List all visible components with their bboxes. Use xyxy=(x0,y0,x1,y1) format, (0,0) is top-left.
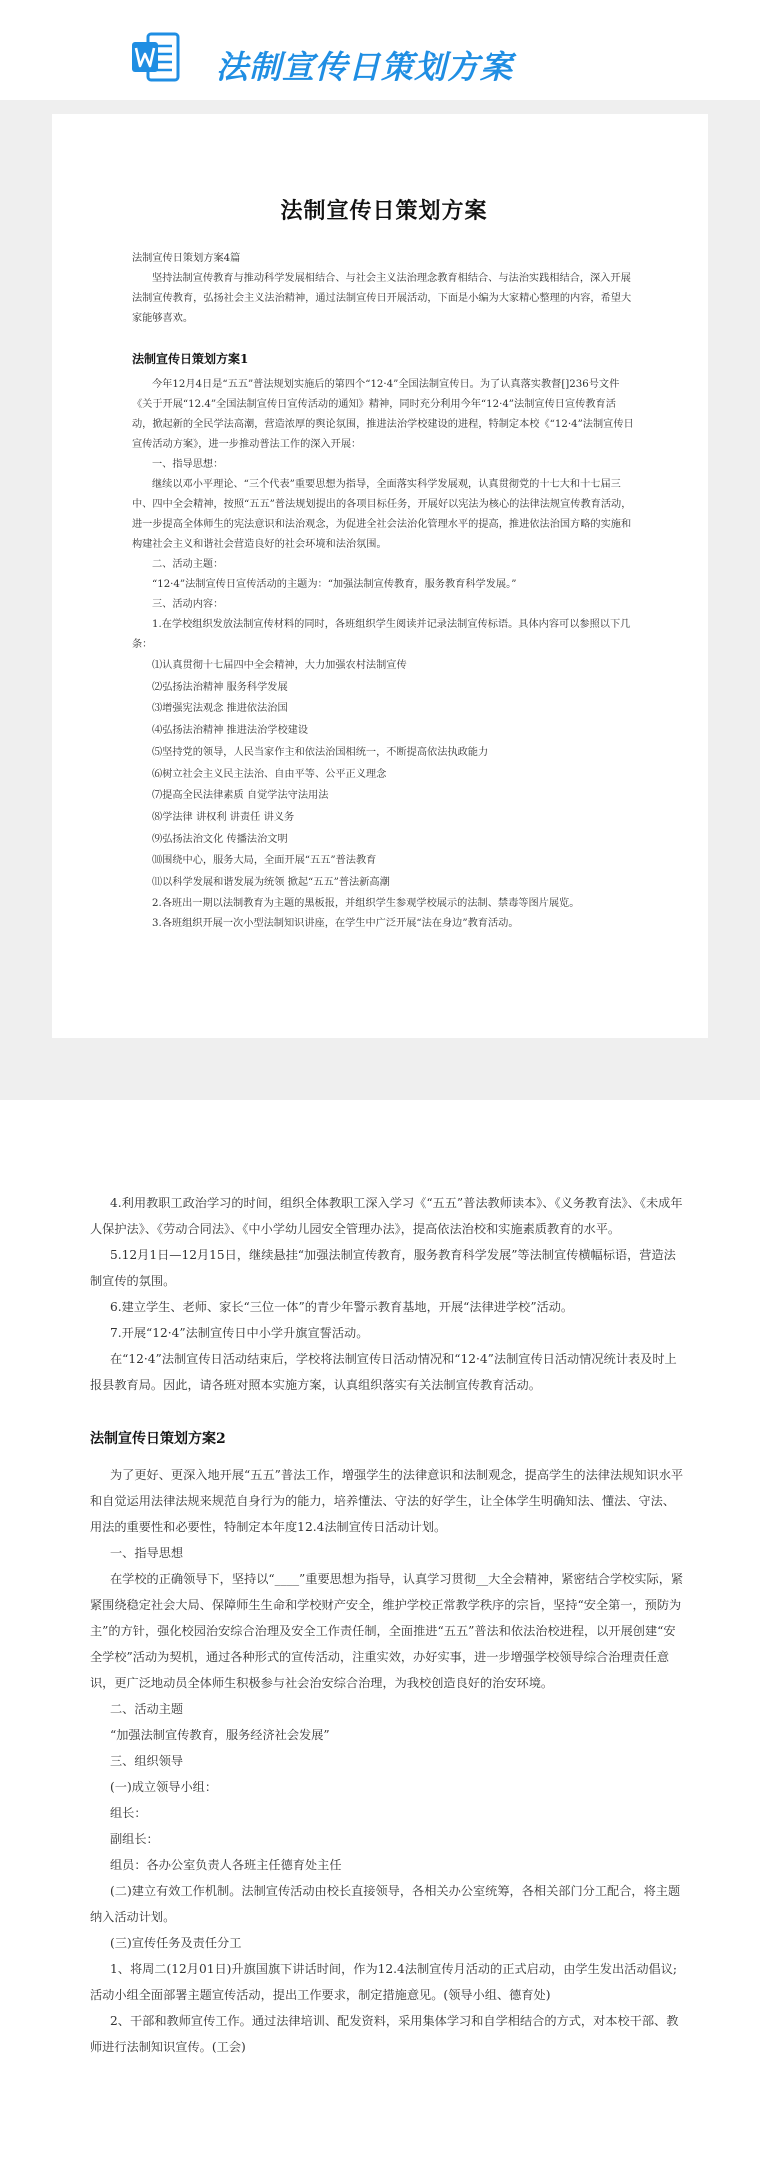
document-title: 法制宣传日策划方案 xyxy=(280,198,488,224)
paragraph: (二)建立有效工作机制。法制宣传活动由校长直接领导，各相关办公室统筹，各相关部门分工配合，将主题纳入活动计划。 xyxy=(90,1884,681,1924)
paragraph: 在学校的正确领导下，坚持以“____”重要思想为指导，认真学习贯彻__大全会精神，紧密结合学校实际，紧紧围绕稳定社会大局、保障师生生命和学校财产安全，维护学校正常教学秩序的宗旨，坚持“安全第一，预防为主”的方针，强化校园治安综合治理及安全工作责任制，全面推进“五五”普法和依法治校进程，以开展创建“安全学校”活动为契机，通过各种形式的宣传活动，注重实效，办好实事，进一步增强学校领导综合治理责任意识，更广泛地动员全体师生积极参与社会治安综合治理，为我校创造良好的治安环境。 xyxy=(90,1572,684,1690)
paragraph: ⑴认真贯彻十七届四中全会精神，大力加强农村法制宣传 xyxy=(152,660,407,671)
paragraph: 二、活动主题 xyxy=(110,1702,184,1716)
paragraph: 7.开展“12·4”法制宣传日中小学升旗宣誓活动。 xyxy=(110,1326,369,1340)
paragraph: ⑽围绕中心，服务大局，全面开展“五五”普法教育 xyxy=(152,855,377,867)
document-page-1 xyxy=(52,114,708,1038)
paragraph: 5.12月1日—12月15日，继续悬挂“加强法制宣传教育，服务教育科学发展”等法制宣传横幅标语，营造法制宣传的氛围。 xyxy=(90,1248,676,1288)
paragraph: 一、指导思想： xyxy=(152,459,224,470)
paragraph: 今年12月4日是“五五”普法规划实施后的第四个“12·4”全国法制宣传日。为了认真落实教督[]236号文件《关于开展“12.4”全国法制宣传日宣传活动的通知》精神，同时充分利用今年“12·4”法制宣传日宣传教育活动，掀起新的全民学法高潮，营造浓厚的舆论氛围，推进法治学校建设的进程，特制定本校《“12·4”法制宣传日宣传活动方案》，进一步推动普法工作的深入开展： xyxy=(132,379,634,450)
paragraph: (三)宣传任务及责任分工 xyxy=(110,1936,242,1950)
paragraph: “加强法制宣传教育，服务经济社会发展” xyxy=(110,1728,330,1742)
paragraph: 继续以邓小平理论、“三个代表”重要思想为指导，全面落实科学发展观，认真贯彻党的十七大和十七届三中、四中全会精神，按照“五五”普法规划提出的各项目标任务，开展好以宪法为核心的法律法规宣传教育活动，进一步提高全体师生的宪法意识和法治观念，为促进全社会法治化管理水平的提高，推进依法治国方略的实施和构建社会主义和谐社会营造良好的社会环境和法治氛围。 xyxy=(132,479,632,550)
paragraph: ⑵弘扬法治精神 服务科学发展 xyxy=(152,681,288,693)
section-heading: 法制宣传日策划方案1 xyxy=(132,352,249,366)
paragraph: 副组长： xyxy=(110,1832,159,1846)
paragraph: 二、活动主题： xyxy=(152,559,224,570)
paragraph: 组长： xyxy=(110,1806,147,1820)
paragraph: 组员：各办公室负责人各班主任德育处主任 xyxy=(110,1858,342,1872)
paragraph: ⑻学法律 讲权利 讲责任 讲义务 xyxy=(152,811,295,823)
paragraph: 2、干部和教师宣传工作。通过法律培训、配发资料，采用集体学习和自学相结合的方式，对本校干部、教师进行法制知识宣传。(工会) xyxy=(90,2014,679,2054)
paragraph: ⑹树立社会主义民主法治、自由平等、公平正义理念 xyxy=(152,768,387,780)
paragraph: 法制宣传日策划方案4篇 xyxy=(132,253,241,264)
header-banner xyxy=(0,0,760,112)
paragraph: 为了更好、更深入地开展“五五”普法工作，增强学生的法律意识和法制观念，提高学生的法律法规知识水平和自觉运用法律法规来规范自身行为的能力，培养懂法、守法的好学生，让全体学生明确知法、懂法、守法、用法的重要性和必要性，特制定本年度12.4法制宣传日活动计划。 xyxy=(90,1468,684,1534)
paragraph: 三、活动内容： xyxy=(152,599,224,610)
paragraph: 1.在学校组织发放法制宣传材料的同时，各班组织学生阅读并记录法制宣传标语。具体内容可以参照以下几条： xyxy=(132,619,631,650)
paragraph: “12·4”法制宣传日宣传活动的主题为：“加强法制宣传教育，服务教育科学发展。” xyxy=(152,579,517,590)
paragraph: 2.各班出一期以法制教育为主题的黑板报，并组织学生参观学校展示的法制、禁毒等图片展览。 xyxy=(152,897,580,909)
paragraph: 一、指导思想 xyxy=(110,1546,184,1560)
paragraph: 1、将周二(12月01日)升旗国旗下讲话时间，作为12.4法制宣传月活动的正式启动，由学生发出活动倡议;活动小组全面部署主题宣传活动，提出工作要求，制定措施意见。(领导小组、德育处) xyxy=(90,1962,678,2002)
paragraph: (一)成立领导小组： xyxy=(110,1780,218,1794)
page-2-content xyxy=(90,1190,686,2060)
paragraph: 在“12·4”法制宣传日活动结束后，学校将法制宣传日活动情况和“12·4”法制宣传日活动情况统计表及时上报县教育局。因此，请各班对照本实施方案，认真组织落实有关法制宣传教育活动。 xyxy=(90,1352,677,1392)
paragraph: ⑼弘扬法治文化 传播法治文明 xyxy=(152,833,288,845)
paragraph: ⑺提高全民法律素质 自觉学法守法用法 xyxy=(152,790,329,802)
paragraph: 3.各班组织开展一次小型法制知识讲座，在学生中广泛开展“法在身边”教育活动。 xyxy=(152,917,519,929)
paragraph: ⑶增强宪法观念 推进依法治国 xyxy=(152,703,288,715)
paragraph: 坚持法制宣传教育与推动科学发展相结合、与社会主义法治理念教育相结合、与法治实践相结合，深入开展法制宣传教育，弘扬社会主义法治精神，通过法制宣传日开展活动，下面是小编为大家精心整理的内容，希望大家能够喜欢。 xyxy=(132,273,632,324)
paragraph: 4.利用教职工政治学习的时间，组织全体教职工深入学习《“五五”普法教师读本》、《义务教育法》、《未成年人保护法》、《劳动合同法》、《中小学幼儿园安全管理办法》，提高依法治校和实施素质教育的水平。 xyxy=(90,1196,683,1236)
paragraph: ⑾以科学发展和谐发展为统领 掀起“五五”普法新高潮 xyxy=(152,877,390,889)
paragraph: 6.建立学生、老师、家长“三位一体”的青少年警示教育基地，开展“法律进学校”活动。 xyxy=(110,1300,574,1314)
paragraph: 三、组织领导 xyxy=(110,1754,184,1768)
header-title: 法制宣传日策划方案 xyxy=(216,48,514,86)
section-heading: 法制宣传日策划方案2 xyxy=(90,1431,226,1447)
word-document-icon xyxy=(132,32,180,82)
page-1-content xyxy=(132,194,636,934)
paragraph: ⑸坚持党的领导，人民当家作主和依法治国相统一，不断提高依法执政能力 xyxy=(152,746,489,758)
paragraph: ⑷弘扬法治精神 推进法治学校建设 xyxy=(152,725,309,737)
